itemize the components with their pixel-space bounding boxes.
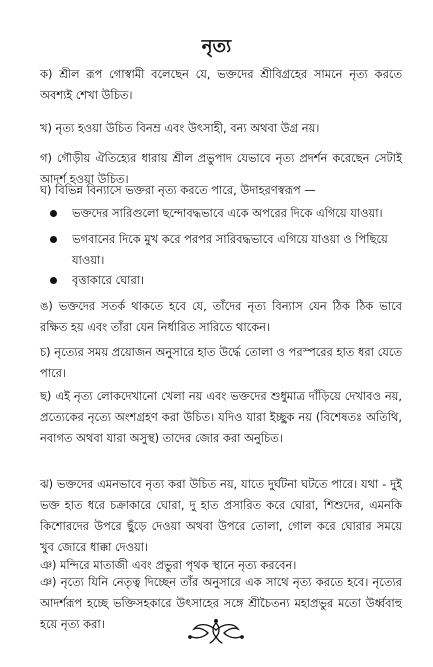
bullet-icon xyxy=(50,277,57,284)
bullet-icon xyxy=(50,210,57,217)
paragraph-ta: ঞ) নৃত্যে যিনি নেতৃত্ব দিচ্ছেন তাঁর অনুসারে এক সাথে নৃত্য করতে হবে। নৃত্যের আদর্শরূপ হচ্ছে ভক্তিসহকারে উৎসাহের সঙ্গে শ্রীচৈতন্য মহাপ্রভুর মতো উর্ধ্ববাহু হয়ে নৃত্য করা। xyxy=(40,575,402,631)
paragraph-unga: ঙ) ভক্তদের সতর্ক থাকতে হবে যে, তাঁদের নৃত্য বিন্যাস যেন ঠিক ঠিক ভাবে রক্ষিত হয় এবং তাঁরা যেন নির্ধারিত সারিতে থাকেন। xyxy=(40,299,402,334)
decorative-flourish-icon xyxy=(186,617,246,645)
list-item-text: ভক্তদের সারিগুলো ছন্দোবদ্ধভাবে একে অপরের দিকে এগিয়ে যাওয়া। xyxy=(72,206,383,220)
paragraph-gha: ঘ) বিভিন্ন বিন্যাসে ভক্তরা নৃত্য করতে পারে, উদাহরণস্বরূপ — xyxy=(40,183,316,197)
paragraph-kha: খ) নৃত্য হওয়া উচিত বিনম্র এবং উৎসাহী, বন্য অথবা উগ্র নয়। xyxy=(40,121,320,135)
paragraph-cha: চ) নৃত্যের সময় প্রয়োজন অনুসারে হাত উর্দ্ধে তোলা ও পরস্পরের হাত ধরা যেতে পারে। xyxy=(40,345,402,380)
page-title: নৃত্য xyxy=(201,36,232,57)
paragraph-nya: ঞ) মন্দিরে মাতাজী এবং প্রভুরা পৃথক স্থানে নৃত্য করবেন। xyxy=(40,558,297,572)
paragraph-ga: গ) গৌড়ীয় ঐতিহ্যের ধারায় শ্রীল প্রভুপাদ যেভাবে নৃত্য প্রদর্শন করেছেন সেটাই আদর্শ হওয়া উচিত। xyxy=(40,151,402,186)
paragraph-jha: ঝ) ভক্তদের এমনভাবে নৃত্য করা উচিত নয়, যাতে দুর্ঘটনা ঘটতে পারে। যথা - দুই ভক্ত হাত ধরে চক্রাকারে ঘোরা, দু হাত প্রসারিত করে ঘোরা, শিশুদের, এমনকি কিশোরদের উপরে ছুঁড়ে দেওয়া অথবা উপরে তোলা, গোল করে ঘোরার সময়ে খুব জোরে ধাক্কা দেওয়া। xyxy=(40,477,402,554)
paragraph-chha: ছ) এই নৃত্য লোকদেখানো খেলা নয় এবং ভক্তদের শুধুমাত্র দাঁড়িয়ে দেখাবও নয়, প্রত্যেকের নৃত্যে অংশগ্রহণ করা উচিত। যদিও যারা ইচ্ছুক নয় (বিশেষতঃ অতিথি, নবাগত অথবা যারা অসুস্থ) তাদের জোর করা অনুচিত। xyxy=(40,389,402,445)
list-item-text: বৃত্তাকারে ঘোরা। xyxy=(72,273,145,287)
bullet-icon xyxy=(50,236,57,243)
list-item-text: ভগবানের দিকে মুখ করে পরপর সারিবদ্ধভাবে এগিয়ে যাওয়া ও পিছিয়ে যাওয়া। xyxy=(72,232,388,267)
paragraph-ka: ক) শ্রীল রূপ গোস্বামী বলেছেন যে, ভক্তদের শ্রীবিগ্রহের সামনে নৃত্য করতে অবশ্যই শেখা উচিত। xyxy=(40,67,402,102)
